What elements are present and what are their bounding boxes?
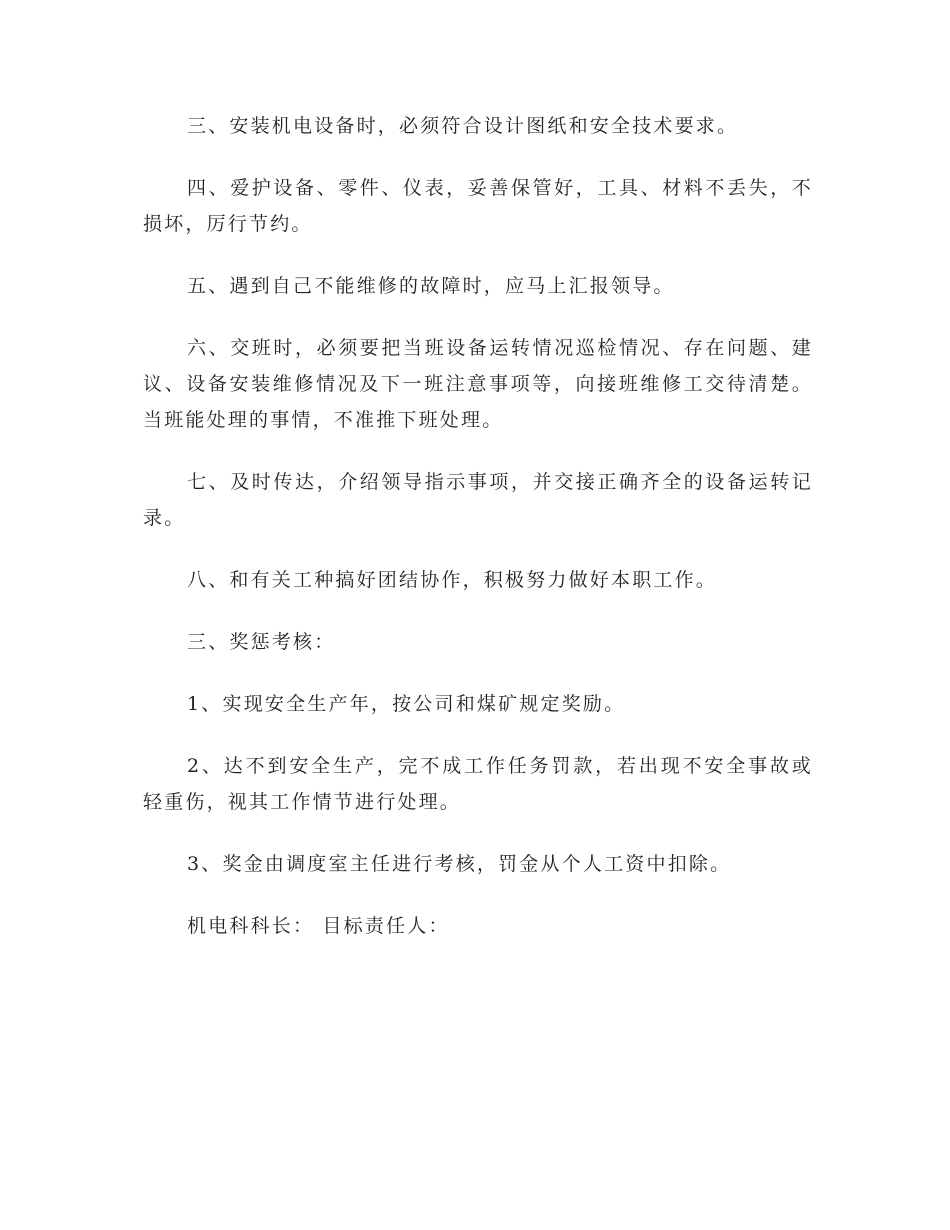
document-page [143,108,813,944]
paragraph-report-faults: 五、遇到自己不能维修的故障时，应马上汇报领导。 [187,275,675,297]
paragraph-bonus-3: 3、奖金由调度室主任进行考核，罚金从个人工资中扣除。 [187,853,732,875]
paragraph-penalty-2: 2、达不到安全生产，完不成工作任务罚款，若出现不安全事故或轻重伤，视其工作情节进行处理。 [143,755,813,813]
section-heading-rewards-penalties: 三、奖惩考核： [187,631,336,653]
signature-line: 机电科科长： 目标责任人： [187,915,450,937]
paragraph-reward-1: 1、实现安全生产年，按公司和煤矿规定奖励。 [187,693,626,715]
paragraph-teamwork: 八、和有关工种搞好团结协作，积极努力做好本职工作。 [187,569,718,591]
paragraph-install-requirements: 三、安装机电设备时，必须符合设计图纸和安全技术要求。 [187,115,739,137]
paragraph-equipment-care: 四、爱护设备、零件、仪表，妥善保管好，工具、材料不丢失，不损坏，厉行节约。 [143,177,813,235]
paragraph-communicate-instructions: 七、及时传达，介绍领导指示事项，并交接正确齐全的设备运转记录。 [143,471,813,529]
paragraph-shift-handover: 六、交班时，必须要把当班设备运转情况巡检情况、存在问题、建议、设备安装维修情况及下一班注意事项等，向接班维修工交待清楚。当班能处理的事情，不准推下班处理。 [143,337,813,431]
